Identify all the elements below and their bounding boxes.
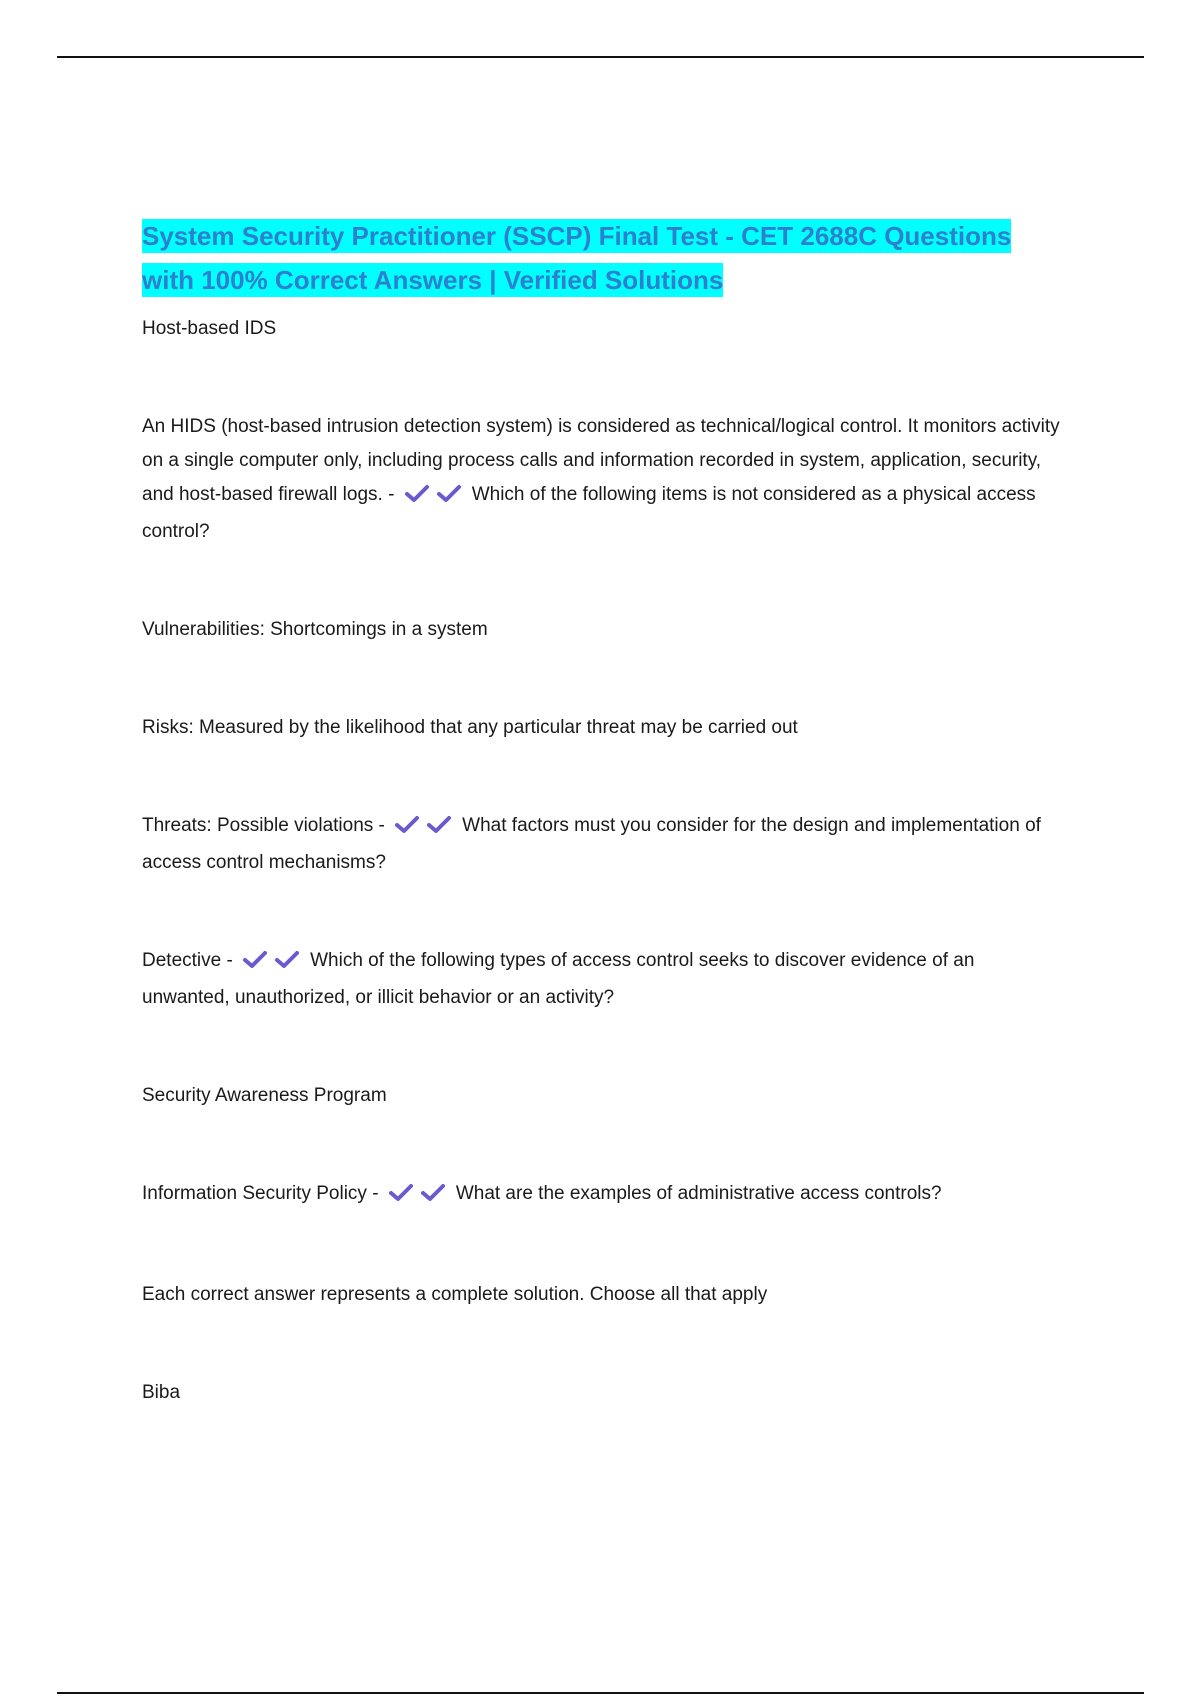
- qa-item-threats: Threats: Possible violations - What factors must you consider for the design and implementation of access control mechanisms?: [142, 809, 1062, 880]
- check-pair: [388, 1180, 452, 1214]
- footer-rule: [57, 1692, 1144, 1694]
- check-icon: [242, 949, 268, 969]
- qa-item-biba: Biba: [142, 1382, 181, 1403]
- document-body: [142, 214, 1062, 1410]
- check-pair: [394, 812, 458, 846]
- check-icon: [388, 1182, 414, 1202]
- document-title: [142, 214, 1062, 302]
- header-rule: [57, 56, 1144, 58]
- qa-item-hids: An HIDS (host-based intrusion detection system) is considered as technical/logical control. It monitors activity on a single computer only, including process calls and information recorded in system, application, security, and host-based firewall logs. - Which of the following items is not considered as a physical access control?: [142, 416, 1060, 542]
- qa-item-vulnerabilities: Vulnerabilities: Shortcomings in a system: [142, 619, 488, 640]
- qa-item-each-correct: Each correct answer represents a complete solution. Choose all that apply: [142, 1284, 768, 1305]
- title-line-2: with 100% Correct Answers | Verified Solutions: [142, 265, 724, 295]
- check-pair: [242, 947, 306, 981]
- check-icon: [426, 814, 452, 834]
- qa-item-host-based-ids: Host-based IDS: [142, 318, 277, 339]
- check-icon: [274, 949, 300, 969]
- qa-item-infosec-policy: Information Security Policy - What are the examples of administrative access controls?: [142, 1177, 1062, 1214]
- check-icon: [420, 1182, 446, 1202]
- check-icon: [394, 814, 420, 834]
- qa-item-risks: Risks: Measured by the likelihood that any particular threat may be carried out: [142, 717, 798, 738]
- check-icon: [436, 483, 462, 503]
- title-line-1: System Security Practitioner (SSCP) Final Test - CET 2688C Questions: [142, 221, 1012, 251]
- check-icon: [404, 483, 430, 503]
- qa-item-detective: Detective - Which of the following types of access control seeks to discover evidence of an unwanted, unauthorized, or illicit behavior or an activity?: [142, 944, 1062, 1015]
- qa-item-security-awareness: Security Awareness Program: [142, 1085, 387, 1106]
- check-pair: [404, 481, 468, 515]
